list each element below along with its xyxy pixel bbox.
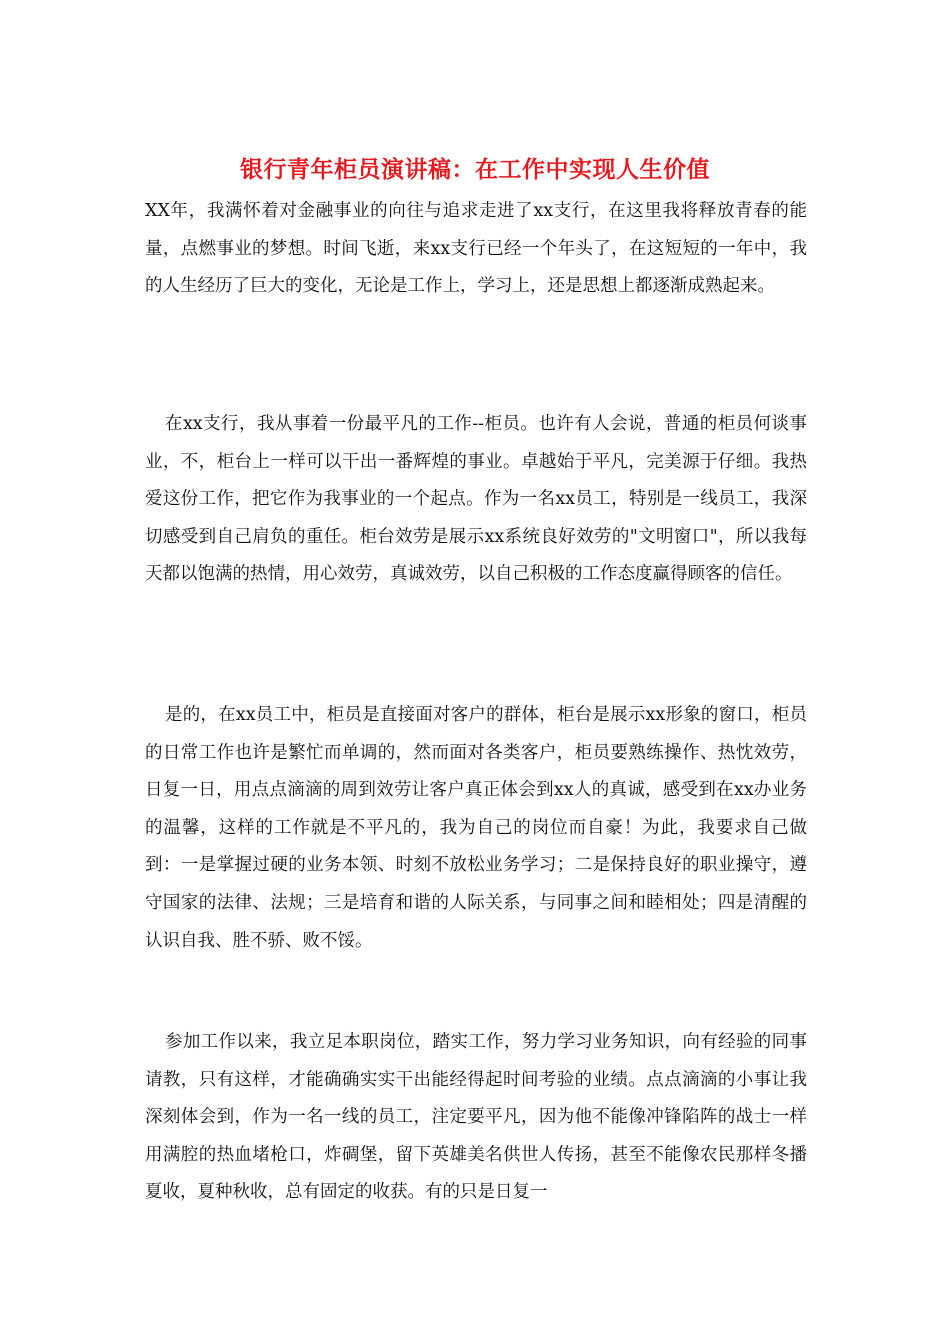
paragraph-2: 在xx支行，我从事着一份最平凡的工作--柜员。也许有人会说，普通的柜员何谈事业，不，柜台上一样可以干出一番辉煌的事业。卓越始于平凡，完美源于仔细。我热爱这份工作，把它作为我事业的一个起点。作为一名xx员工，特别是一线员工，我深切感受到自己肩负的重任。柜台效劳是展示xx系统良好效劳的"文明窗口"，所以我每天都以饱满的热情，用心效劳，真诚效劳，以自己积极的工作态度赢得顾客的信任。 [145, 414, 807, 585]
document-title: 银行青年柜员演讲稿：在工作中实现人生价值 [240, 157, 710, 183]
paragraph-3: 是的，在xx员工中，柜员是直接面对客户的群体，柜台是展示xx形象的窗口，柜员的日常工作也许是繁忙而单调的，然而面对各类客户，柜员要熟练操作、热忱效劳，日复一日，用点点滴滴的周到效劳让客户真正体会到xx人的真诚，感受到在xx办业务的温馨，这样的工作就是不平凡的，我为自己的岗位而自豪！为此，我要求自己做到：一是掌握过硬的业务本领、时刻不放松业务学习；二是保持良好的职业操守，遵守国家的法律、法规；三是培育和谐的人际关系，与同事之间和睦相处；四是清醒的认识自我、胜不骄、败不馁。 [145, 705, 807, 951]
paragraph-1: XX年，我满怀着对金融事业的向往与追求走进了xx支行，在这里我将释放青春的能量，点燃事业的梦想。时间飞逝，来xx支行已经一个年头了，在这短短的一年中，我的人生经历了巨大的变化，无论是工作上，学习上，还是思想上都逐渐成熟起来。 [145, 201, 807, 297]
paragraph-4: 参加工作以来，我立足本职岗位，踏实工作，努力学习业务知识，向有经验的同事请教，只有这样，才能确确实实干出能经得起时间考验的业绩。点点滴滴的小事让我深刻体会到，作为一名一线的员工，注定要平凡，因为他不能像冲锋陷阵的战士一样用满腔的热血堵枪口，炸碉堡，留下英雄美名供世人传扬，甚至不能像农民那样冬播夏收，夏种秋收，总有固定的收获。有的只是日复一 [145, 1032, 807, 1203]
